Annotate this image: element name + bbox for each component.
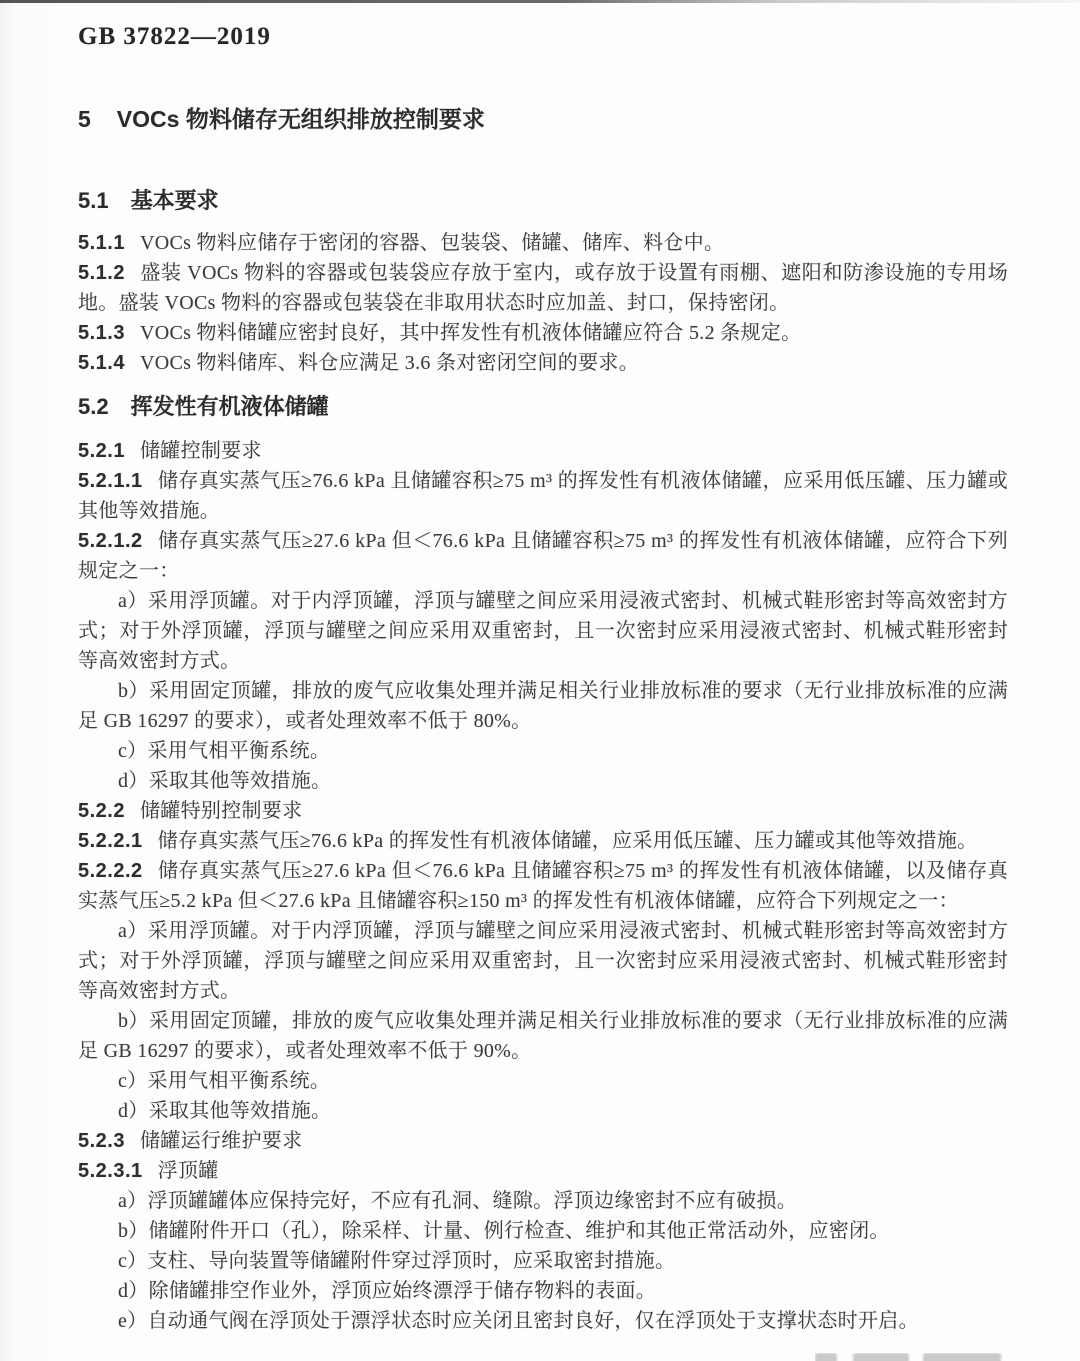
clause-text: 盛装 VOCs 物料的容器或包装袋应存放于室内，或存放于设置有雨棚、遮阳和防渗设施的专用场地。盛装 VOCs 物料的容器或包装袋在非取用状态时应加盖、封口，保持密闭。 [78, 262, 1008, 314]
clause-number: 5.1.3 [78, 322, 125, 344]
chapter-number: 5 [78, 106, 91, 132]
section-5-2-heading [78, 392, 1008, 422]
clause-number: 5.2.1.1 [78, 470, 143, 492]
clause-text: 储存真实蒸气压≥76.6 kPa 且储罐容积≥75 m³ 的挥发性有机液体储罐，应采用低压罐、压力罐或其他等效措施。 [78, 470, 1008, 522]
chapter-title: VOCs 物料储存无组织排放控制要求 [116, 106, 485, 132]
section-5-2-2-heading [78, 796, 1008, 826]
clause-5-2-1-1 [78, 466, 1008, 526]
list-item-e: e）自动通气阀在浮顶处于漂浮状态时应关闭且密封良好，仅在浮顶处于支撑状态时开启。 [118, 1310, 919, 1332]
section-5-2-1-heading [78, 436, 1008, 466]
section-5-1-title: 基本要求 [130, 188, 219, 213]
clause-text: VOCs 物料应储存于密闭的容器、包装袋、储罐、储库、料仓中。 [139, 232, 725, 254]
clause-5-2-2-1 [78, 826, 1008, 856]
scan-edge-artifact [0, 0, 1080, 3]
standard-code: GB 37822—2019 [78, 23, 271, 50]
section-5-2-2-title: 储罐特别控制要求 [139, 800, 303, 822]
section-5-2-1-title: 储罐控制要求 [139, 440, 262, 462]
list-item-a: a）采用浮顶罐。对于内浮顶罐，浮顶与罐壁之间应采用浸液式密封、机械式鞋形密封等高效密封方式；对于外浮顶罐，浮顶与罐壁之间应采用双重密封，且一次密封应采用浸液式密封、机械式鞋形密封等高效密封方式。 [78, 920, 1008, 1002]
clause-text: VOCs 物料储库、料仓应满足 3.6 条对密闭空间的要求。 [139, 352, 639, 374]
clause-5-2-1-2 [78, 526, 1008, 586]
clause-number: 5.2.2.2 [78, 860, 143, 882]
section-5-1-heading [78, 186, 1008, 216]
list-item-d: d）除储罐排空作业外，浮顶应始终漂浮于储存物料的表面。 [118, 1280, 657, 1302]
clause-number: 5.2.2.1 [78, 830, 143, 852]
list-item-b: b）采用固定顶罐，排放的废气应收集处理并满足相关行业排放标准的要求（无行业排放标准的应满足 GB 16297 的要求），或者处理效率不低于 80%。 [78, 680, 1008, 732]
section-5-2-3-1-heading [78, 1156, 1008, 1186]
list-item-b: b）采用固定顶罐，排放的废气应收集处理并满足相关行业排放标准的要求（无行业排放标准的应满足 GB 16297 的要求），或者处理效率不低于 90%。 [78, 1010, 1008, 1062]
list-item-c: c）采用气相平衡系统。 [118, 1070, 331, 1092]
section-5-2-3-1-title: 浮顶罐 [157, 1160, 219, 1182]
section-5-2-3-title: 储罐运行维护要求 [139, 1130, 303, 1152]
clause-text: 储存真实蒸气压≥27.6 kPa 但＜76.6 kPa 且储罐容积≥75 m³ 的挥发性有机液体储罐，应符合下列规定之一： [78, 530, 1008, 582]
chapter-heading [78, 104, 1008, 134]
clause-text: VOCs 物料储罐应密封良好，其中挥发性有机液体储罐应符合 5.2 条规定。 [139, 322, 802, 344]
list-item-b: b）储罐附件开口（孔），除采样、计量、例行检查、维护和其他正常活动外，应密闭。 [118, 1220, 890, 1242]
list-item-a: a）浮顶罐罐体应保持完好，不应有孔洞、缝隙。浮顶边缘密封不应有破损。 [118, 1190, 798, 1212]
clause-text: 储存真实蒸气压≥27.6 kPa 但＜76.6 kPa 且储罐容积≥75 m³ 的挥发性有机液体储罐，以及储存真实蒸气压≥5.2 kPa 但＜27.6 kPa 且储罐容积≥150 m³ 的挥发性有机液体储罐，应符合下列规定之一： [78, 860, 1008, 912]
clause-5-1-3 [78, 318, 1008, 348]
section-5-2-1-number: 5.2.1 [78, 440, 125, 462]
section-5-2-2-number: 5.2.2 [78, 800, 125, 822]
clause-5-1-1 [78, 228, 1008, 258]
section-5-2-3-1-number: 5.2.3.1 [78, 1160, 143, 1182]
list-item-c: c）采用气相平衡系统。 [118, 740, 331, 762]
list-item-d: d）采取其他等效措施。 [118, 1100, 332, 1122]
cutoff-next-line-artifact [815, 1353, 1035, 1361]
clause-number: 5.2.1.2 [78, 530, 143, 552]
section-5-2-3-heading [78, 1126, 1008, 1156]
clause-5-1-2 [78, 258, 1008, 318]
list-item-c: c）支柱、导向装置等储罐附件穿过浮顶时，应采取密封措施。 [118, 1250, 676, 1272]
list-item-d: d）采取其他等效措施。 [118, 770, 332, 792]
clause-number: 5.1.4 [78, 352, 125, 374]
clause-5-2-2-2 [78, 856, 1008, 916]
clause-5-1-4 [78, 348, 1008, 378]
list-item-a: a）采用浮顶罐。对于内浮顶罐，浮顶与罐壁之间应采用浸液式密封、机械式鞋形密封等高效密封方式；对于外浮顶罐，浮顶与罐壁之间应采用双重密封，且一次密封应采用浸液式密封、机械式鞋形密封等高效密封方式。 [78, 590, 1008, 672]
section-5-2-number: 5.2 [78, 394, 109, 419]
section-5-2-3-number: 5.2.3 [78, 1130, 125, 1152]
section-5-1-number: 5.1 [78, 188, 109, 213]
section-5-2-title: 挥发性有机液体储罐 [130, 394, 329, 419]
clause-text: 储存真实蒸气压≥76.6 kPa 的挥发性有机液体储罐，应采用低压罐、压力罐或其他等效措施。 [157, 830, 978, 852]
clause-number: 5.1.2 [78, 262, 125, 284]
clause-number: 5.1.1 [78, 232, 125, 254]
